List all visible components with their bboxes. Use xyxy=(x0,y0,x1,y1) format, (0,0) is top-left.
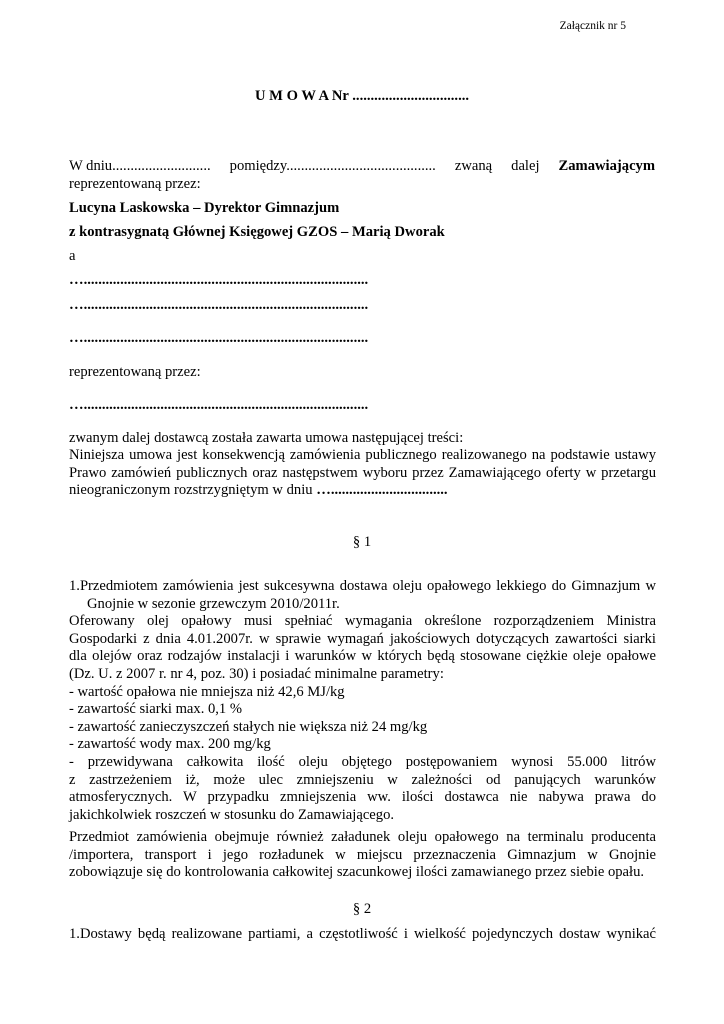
s2-line: 1.Dostawy będą realizowane partiami, a częstotliwość i wielkość pojedynczych dostaw wynikać xyxy=(69,926,656,942)
s1-line: - zawartość zanieczyszczeń stałych nie większa niż 24 mg/kg xyxy=(69,718,428,735)
supplier-rep-blank: ….............................................................................. xyxy=(69,397,369,413)
s1-line: jakichkolwiek roszczeń w stosunku do Zamawiającego. xyxy=(69,806,395,823)
date-field: W dniu........................... xyxy=(69,158,211,174)
s1-line: - przewidywana całkowita ilość oleju objętego postępowaniem wynosi 55.000 litrów xyxy=(69,753,656,770)
intro-line-3 xyxy=(69,482,656,500)
section-1-heading: § 1 xyxy=(352,534,372,550)
s1-line: Gnojnie w sezonie grzewczym 2010/2011r. xyxy=(87,595,340,612)
s1-line: Oferowany olej opałowy musi spełniać wymagania określone rozporządzeniem Ministra xyxy=(69,613,656,630)
intro-line-1: Niniejsza umowa jest konsekwencją zamówienia publicznego realizowanego na podstawie ustawy xyxy=(69,447,656,463)
orderer-label: Zamawiającym xyxy=(558,158,655,174)
s1-line: Gospodarki z dnia 4.01.2007r. w sprawie wymagań jakościowych dotyczących zawartości siarki xyxy=(69,630,656,647)
parties-line xyxy=(69,158,655,175)
supplier-line: zwanym dalej dostawcą została zawarta umowa następującej treści: xyxy=(69,430,464,446)
s1-p2-line: zobowiązuje się do kontrolowania całkowitej szacunkowej ilości zamawianego przez siebie opału. xyxy=(69,864,645,881)
supplier-blank-1: ….............................................................................. xyxy=(69,272,369,288)
represented-by-label-2: reprezentowaną przez: xyxy=(69,364,201,380)
supplier-blank-2: ….............................................................................. xyxy=(69,297,369,313)
s1-line: atmosferycznych. W przypadku zmniejszenia ww. ilości dostawca nie nabywa prawa do xyxy=(69,789,656,806)
s1-line: 1.Przedmiotem zamówienia jest sukcesywna dostawa oleju opałowego lekkiego do Gimnazjum w xyxy=(69,578,656,594)
representative-name: Lucyna Laskowska – Dyrektor Gimnazjum xyxy=(69,200,340,216)
s1-line: - zawartość siarki max. 0,1 % xyxy=(69,701,243,718)
section-1-paragraph-2 xyxy=(69,829,656,882)
s1-line: (Dz. U. z 2007 r. nr 4, poz. 30) i posiadać minimalne parametry: xyxy=(69,665,444,682)
called-word: zwaną xyxy=(454,158,493,174)
countersignature-line: z kontrasygnatą Głównej Księgowej GZOS – Marią Dworak xyxy=(69,224,445,240)
further-word: dalej xyxy=(511,158,540,174)
section-1-body xyxy=(69,578,656,824)
supplier-blank-3: ….............................................................................. xyxy=(69,330,369,346)
between-field: pomiędzy......................................... xyxy=(229,158,436,174)
s1-line: - zawartość wody max. 200 mg/kg xyxy=(69,736,271,753)
attachment-label: Załącznik nr 5 xyxy=(559,20,626,32)
s1-p2-line: /importera, transport i jego rozładunek w miejscu przeznaczenia Gimnazjum w Gnojnie xyxy=(69,846,656,863)
intro-date-blank: …................................ xyxy=(316,482,448,499)
intro-line-2: Prawo zamówień publicznych oraz następstwem wyboru przez Zamawiającego oferty w przetargu xyxy=(69,464,656,481)
s1-line: dla olejów oraz rodzajów instalacji i warunków w których będą stosowane ciężkie oleje opałowe xyxy=(69,648,656,665)
represented-by-label: reprezentowaną przez: xyxy=(69,176,201,192)
s1-p2-line: Przedmiot zamówienia obejmuje również załadunek oleju opałowego na terminalu producenta xyxy=(69,829,656,845)
and-label: a xyxy=(69,248,76,264)
contract-title: U M O W A Nr ................................ xyxy=(254,88,470,104)
s1-line: z zastrzeżeniem iż, może ulec zmniejszeniu w zależności od panujących warunków xyxy=(69,771,656,788)
intro-line-3-text: nieograniczonym rozstrzygniętym w dniu xyxy=(69,482,317,499)
intro-paragraph xyxy=(69,447,656,500)
section-2-heading: § 2 xyxy=(352,901,372,917)
section-2-body xyxy=(69,926,656,944)
s1-line: - wartość opałowa nie mniejsza niż 42,6 MJ/kg xyxy=(69,683,345,700)
